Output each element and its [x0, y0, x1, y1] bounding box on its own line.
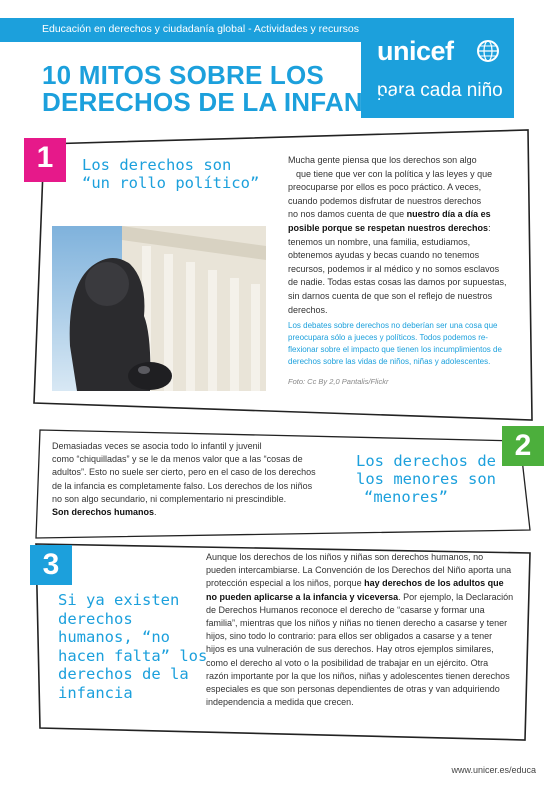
- myth2-headline-line: los menores son: [356, 470, 496, 488]
- myth2-body-line: como “chiquilladas” y se le da menos valor que a las “cosas de: [52, 454, 303, 465]
- myth1-body-line: sin darnos cuenta de que son el reflejo de nuestros: [288, 290, 493, 301]
- myth3-headline-line: hacen falta” los: [58, 646, 208, 665]
- myth1-body-text: [288, 209, 491, 219]
- myth1-body-line: derechos.: [288, 304, 328, 315]
- myth3-headline-line: infancia: [58, 683, 133, 702]
- myth1-body-line: Mucha gente piensa que los derechos son algo: [288, 155, 477, 165]
- myth3-headline-line: derechos: [58, 609, 133, 628]
- myth3-body-line: de Derechos Humanos reconoce el derecho de “casarse y formar una: [206, 604, 485, 615]
- myth2-body-line: no son algo secundario, ni complementario ni prescindible.: [52, 493, 287, 504]
- myth3-body-line: razón importante por la que los niños, niñas y adolescentes tienen derechos: [206, 670, 510, 681]
- myth3-body-line: especiales es que son personas dependientes de otras y van adquiriendo: [206, 684, 500, 695]
- myth1-note-line: preocupara sólo a jueces y políticos. Todos podemos re-: [288, 333, 488, 342]
- myth3-body-line: independencia a medida que crecen.: [206, 697, 354, 708]
- myth2-headline-line: Los derechos de: [356, 452, 496, 470]
- bold-emphasis: hay derechos de los adultos que: [364, 578, 504, 589]
- logo-word: unicef: [377, 36, 454, 66]
- myth3-body-text: [206, 592, 513, 602]
- myth2-body-line: Demasiadas veces se asocia todo lo infantil y juvenil: [52, 441, 262, 451]
- myth2-body-line: adultos”. Esto no suele ser cierto, pero en el caso de los derechos: [52, 467, 316, 478]
- myth1-note: [288, 320, 518, 368]
- myth1-body-line: que tiene que ver con la política y las leyes y que: [296, 168, 493, 179]
- myth1-body-text: [288, 223, 491, 233]
- myth1-body-line: obtenemos ayudas y becas cuando no tenemos: [288, 250, 480, 261]
- myth3-body-line: hijos es una vulneración de sus derechos. Hay otros ejemplos similares,: [206, 644, 494, 655]
- myth1-body: [288, 154, 514, 317]
- myth1-body-line: [288, 208, 514, 222]
- bold-emphasis: no pueden aplicarse a la infancia y viceversa: [206, 591, 399, 602]
- myth3-body-line: pueden intercambiarse. La Convención de los Derechos del Niño aporta una: [206, 565, 512, 576]
- myth3-body-line: [206, 577, 524, 590]
- text-segment: no nos damos cuenta de que: [288, 209, 407, 220]
- myth3-body-text: [206, 578, 504, 588]
- myth1-note-line: flexionar sobre el impacto que tienen los incumplimientos de: [288, 345, 502, 354]
- myth3-body-line: familia”, mientras que los niños y niñas no tienen derecho a casarse y tener: [206, 618, 508, 629]
- photo-credit: Foto: Cc By 2,0 Pantalis/Flickr: [288, 377, 389, 386]
- bold-emphasis: nuestro día a día es: [406, 209, 491, 220]
- myth3-headline-line: humanos, “no: [58, 628, 170, 646]
- myth2-headline: [356, 452, 496, 506]
- myth1-body-line: preocuparse por ellos es poco práctico. A veces,: [288, 182, 482, 193]
- myth3-body-line: [206, 591, 524, 604]
- myth1-note-line: derechos sobre las vidas de niños, niñas y adolescentes.: [288, 357, 491, 366]
- myth2-body-line: Son derechos humanos.: [52, 507, 157, 518]
- text-segment: protección especial a los niños, porque: [206, 578, 365, 589]
- myth3-headline: [58, 591, 207, 702]
- text-segment: . Por ejemplo, la Declaración: [398, 591, 514, 602]
- myth1-body-line: [288, 222, 514, 236]
- myth1-body-line: tenemos un nombre, una familia, estudiamos,: [288, 236, 471, 247]
- logo-tagline: para cada niño: [377, 80, 503, 101]
- bold-emphasis: posible porque se respetan nuestros derechos: [288, 222, 489, 233]
- myth1-body-line: recursos, podemos ir al médico y no somos esclavos: [288, 263, 500, 274]
- myth3-headline-line: derechos de la: [58, 665, 189, 683]
- footer-url: www.unicer.es/educa: [451, 765, 536, 775]
- header-topbar-text: Educación en derechos y ciudadanía global - Actividades y recursos: [42, 23, 359, 35]
- myth3-number-badge: 3: [30, 545, 72, 585]
- myth2-body: [52, 440, 342, 519]
- myth3-headline-line: Si ya existen: [58, 591, 180, 609]
- myth1-headline-line-1: Los derechos son: [82, 156, 232, 174]
- myth3-body: [206, 551, 524, 709]
- title-line-2: DERECHOS DE LA INFANCIA: [42, 87, 409, 117]
- myth2-body-line: de la infancia es completamente falso. Los derechos de los niños: [52, 480, 313, 491]
- myth3-body-line: como el derecho al voto o la posibilidad de trabajar en un ejército. Otra: [206, 657, 489, 668]
- parliament-lion-photo: [52, 226, 266, 391]
- myth1-note-line: Los debates sobre derechos no deberían ser una cosa que: [288, 321, 498, 330]
- myth2-headline-line: “menores”: [364, 488, 448, 506]
- myth1-body-line: cuando podemos disfrutar de nuestros derechos: [288, 195, 482, 206]
- myth1-number-badge: 1: [24, 138, 66, 182]
- myth2-bold-text: Son derechos humanos: [52, 507, 155, 518]
- title-line-1: 10 MITOS SOBRE LOS: [42, 60, 324, 90]
- myth3-body-line: hijos, sino todo lo contrario: para ellos ser obligados a casarse y a tener: [206, 631, 493, 642]
- myth1-headline-line-2: “un rollo político”: [82, 174, 260, 192]
- myth2-number-badge: 2: [502, 426, 544, 466]
- myth1-body-line: de nadie. Todas estas cosas las damos por supuestas,: [288, 277, 507, 288]
- text-segment: :: [488, 222, 491, 233]
- myth1-headline: [82, 156, 259, 192]
- myth3-body-line: Aunque los derechos de los niños y niñas son derechos humanos, no: [206, 552, 484, 562]
